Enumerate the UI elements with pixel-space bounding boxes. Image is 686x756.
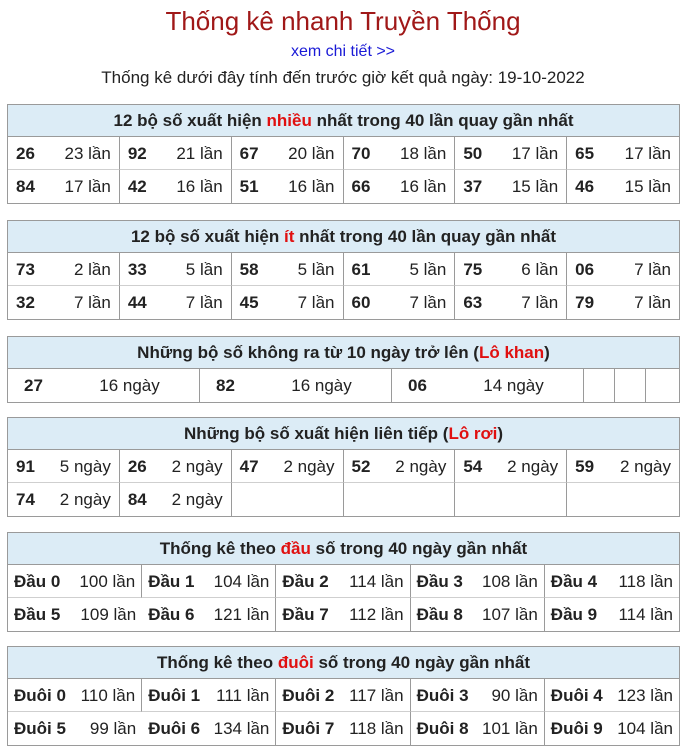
stat-cell <box>344 286 456 319</box>
dau-title <box>8 533 679 565</box>
stat-count: 16 lần <box>176 177 223 196</box>
stat-number: Đuôi 7 <box>282 719 335 738</box>
stat-number: 65 <box>575 144 595 163</box>
stat-count: 117 lần <box>349 686 404 705</box>
stat-count: 107 lần <box>482 605 538 624</box>
stat-number: 84 <box>127 490 147 509</box>
stat-count: 112 lần <box>349 605 404 624</box>
dau-section <box>7 532 680 632</box>
stat-number: 54 <box>463 457 483 476</box>
stat-number: 79 <box>575 293 595 312</box>
stat-count: 16 lần <box>400 177 447 196</box>
stat-count: 2 ngày <box>507 457 559 476</box>
stat-count: 7 lần <box>297 293 335 312</box>
stat-number: 70 <box>351 144 371 163</box>
duoi-grid <box>8 679 679 745</box>
title-part: Những bộ số không ra từ 10 ngày trở lên ( <box>137 343 479 362</box>
stat-count: 2 ngày <box>171 490 223 509</box>
duoi-title <box>8 647 679 679</box>
stat-cell <box>8 679 142 712</box>
stat-number: 32 <box>16 293 35 312</box>
stat-number: Đuôi 6 <box>148 719 201 738</box>
stat-cell <box>455 483 567 516</box>
stat-cell <box>142 598 276 631</box>
stat-number: 27 <box>24 376 43 395</box>
stat-count: 7 lần <box>521 293 559 312</box>
stat-count: 2 lần <box>73 260 111 279</box>
stat-cell <box>455 286 567 319</box>
stat-cell <box>232 253 344 286</box>
stat-number: 47 <box>239 457 259 476</box>
stat-cell <box>276 565 410 598</box>
stat-count: 21 lần <box>176 144 223 163</box>
stat-count: 2 ngày <box>171 457 223 476</box>
stat-count: 7 lần <box>409 293 447 312</box>
stat-count: 100 lần <box>79 572 136 591</box>
stat-cell <box>455 170 567 203</box>
stat-number: Đầu 9 <box>550 605 598 624</box>
stat-count: 118 lần <box>618 572 673 591</box>
stat-number: 06 <box>575 260 595 279</box>
lo-roi-grid <box>8 450 679 516</box>
stat-count: 118 lần <box>349 719 404 738</box>
stat-count: 5 lần <box>409 260 447 279</box>
stat-cell <box>392 369 584 402</box>
stat-number: 73 <box>16 260 35 279</box>
stat-cell <box>200 369 392 402</box>
most-frequent-section <box>7 104 680 204</box>
stat-count: 7 lần <box>185 293 223 312</box>
stat-count: 17 lần <box>624 144 671 163</box>
stat-number: Đuôi 0 <box>14 686 66 705</box>
title-part: ) <box>497 424 504 443</box>
stat-cell <box>584 369 615 402</box>
title-part: Thống kê theo <box>156 653 278 672</box>
stat-cell <box>120 137 232 170</box>
stat-number: 59 <box>575 457 595 476</box>
stat-number: Đuôi 8 <box>416 719 469 738</box>
stat-number: Đuôi 5 <box>14 719 66 738</box>
stat-count: 111 lần <box>216 686 270 705</box>
stat-count: 15 lần <box>511 177 559 196</box>
stat-number: 52 <box>351 457 371 476</box>
stat-number: Đầu 3 <box>416 572 463 591</box>
stat-number: 74 <box>16 490 35 509</box>
stat-number: 61 <box>351 260 371 279</box>
stat-cell <box>232 137 344 170</box>
stat-count: 99 lần <box>89 719 137 738</box>
stat-count: 121 lần <box>213 605 270 624</box>
least-frequent-section <box>7 220 680 320</box>
stat-number: Đuôi 9 <box>550 719 603 738</box>
stat-cell <box>8 712 142 745</box>
stat-cell <box>8 450 120 483</box>
stat-number: 82 <box>216 376 235 395</box>
stat-cell <box>567 286 679 319</box>
stat-cell <box>120 286 232 319</box>
stat-cell <box>232 483 344 516</box>
stat-cell <box>8 565 142 598</box>
stat-number: Đầu 5 <box>14 605 61 624</box>
stat-cell <box>455 253 567 286</box>
stat-count: 2 ngày <box>619 457 671 476</box>
stat-cell <box>545 679 679 712</box>
stat-cell <box>455 450 567 483</box>
stat-number: Đuôi 3 <box>416 686 469 705</box>
stat-number: 92 <box>127 144 147 163</box>
stat-number: Đầu 8 <box>416 605 463 624</box>
stat-cell <box>232 286 344 319</box>
stat-cell <box>344 253 456 286</box>
stat-number: 84 <box>16 177 35 196</box>
dau-grid <box>8 565 679 631</box>
stat-number: 45 <box>239 293 259 312</box>
stat-cell <box>8 286 120 319</box>
title-part: 12 bộ số xuất hiện <box>113 111 267 130</box>
stat-count: 15 lần <box>624 177 671 196</box>
stat-cell <box>411 712 545 745</box>
stat-cell <box>411 598 545 631</box>
least-frequent-title <box>8 221 679 253</box>
stat-cell <box>120 170 232 203</box>
stat-number: 63 <box>463 293 483 312</box>
lo-khan-title <box>8 337 679 369</box>
stat-count: 16 ngày <box>291 376 352 395</box>
view-detail-link[interactable]: xem chi tiết >> <box>290 43 396 60</box>
lo-khan-grid <box>8 369 679 402</box>
stat-cell <box>276 598 410 631</box>
title-part: nhất trong 40 lần quay gần nhất <box>294 227 557 246</box>
title-part: Những bộ số xuất hiện liên tiếp ( <box>183 424 449 443</box>
title-part: 12 bộ số xuất hiện <box>130 227 284 246</box>
most-frequent-title <box>8 105 679 137</box>
stat-number: 44 <box>127 293 147 312</box>
title-highlight: Lô rơi <box>448 424 498 443</box>
stat-cell <box>276 679 410 712</box>
stat-number: Đuôi 4 <box>550 686 603 705</box>
stat-cell <box>120 483 232 516</box>
stat-cell <box>232 170 344 203</box>
stat-count: 20 lần <box>288 144 335 163</box>
stat-count: 134 lần <box>213 719 270 738</box>
stat-cell <box>344 137 456 170</box>
stat-count: 110 lần <box>80 686 136 705</box>
title-part: số trong 40 ngày gần nhất <box>310 539 528 558</box>
stat-number: 26 <box>127 457 147 476</box>
stat-count: 109 lần <box>80 605 137 624</box>
stat-cell <box>344 483 456 516</box>
stat-count: 16 lần <box>288 177 335 196</box>
stat-count: 7 lần <box>634 260 671 279</box>
stat-cell <box>8 137 120 170</box>
stat-count: 23 lần <box>64 144 111 163</box>
stat-number: Đầu 4 <box>550 572 598 591</box>
stat-cell <box>411 565 545 598</box>
stat-cell <box>344 450 456 483</box>
stat-count: 17 lần <box>64 177 111 196</box>
stat-count: 108 lần <box>482 572 538 591</box>
stat-cell <box>567 253 679 286</box>
stat-number: 50 <box>463 144 483 163</box>
stat-cell <box>120 253 232 286</box>
stat-number: 46 <box>575 177 595 196</box>
stat-number: Đầu 0 <box>14 572 61 591</box>
stat-number: 60 <box>351 293 371 312</box>
stat-cell <box>8 483 120 516</box>
stat-cell <box>232 450 344 483</box>
title-highlight: ít <box>284 227 295 246</box>
stat-number: Đầu 1 <box>148 572 195 591</box>
stat-number: 75 <box>463 260 483 279</box>
stat-cell <box>567 137 679 170</box>
stat-count: 104 lần <box>213 572 270 591</box>
stat-cell <box>8 598 142 631</box>
page-subtitle: Thống kê dưới đây tính đến trước giờ kết quả ngày: 19-10-2022 <box>101 68 585 87</box>
stat-cell <box>276 712 410 745</box>
stat-number: 33 <box>127 260 147 279</box>
title-highlight: đuôi <box>277 653 314 672</box>
title-part: số trong 40 ngày gần nhất <box>313 653 531 672</box>
stat-number: 26 <box>16 144 35 163</box>
stat-cell <box>142 565 276 598</box>
stat-count: 123 lần <box>617 686 673 705</box>
stat-cell <box>8 170 120 203</box>
stat-count: 114 lần <box>349 572 404 591</box>
stat-cell <box>545 598 679 631</box>
stat-number: Đầu 6 <box>148 605 195 624</box>
duoi-section <box>7 646 680 746</box>
stat-cell <box>8 369 200 402</box>
stat-number: 06 <box>408 376 427 395</box>
stat-number: 42 <box>127 177 147 196</box>
stat-count: 5 lần <box>297 260 335 279</box>
stat-number: 58 <box>239 260 259 279</box>
stat-count: 5 ngày <box>59 457 111 476</box>
stat-count: 7 lần <box>634 293 671 312</box>
stat-cell <box>545 712 679 745</box>
stat-count: 14 ngày <box>483 376 544 395</box>
title-highlight: nhiều <box>266 111 312 130</box>
stat-number: Đầu 7 <box>282 605 329 624</box>
stat-number: Đầu 2 <box>282 572 329 591</box>
stat-cell <box>8 253 120 286</box>
stat-number: 66 <box>351 177 371 196</box>
title-highlight: đầu <box>280 539 311 558</box>
page-title: Thống kê nhanh Truyền Thống <box>165 6 521 36</box>
stat-count: 90 lần <box>491 686 538 705</box>
stat-number: 37 <box>463 177 483 196</box>
stat-count: 101 lần <box>482 719 538 738</box>
stat-cell <box>142 679 276 712</box>
lo-roi-section <box>7 417 680 517</box>
title-part: Thống kê theo <box>159 539 281 558</box>
stat-count: 114 lần <box>618 605 673 624</box>
stat-count: 7 lần <box>73 293 111 312</box>
stat-cell <box>344 170 456 203</box>
stat-cell <box>567 170 679 203</box>
stat-cell <box>142 712 276 745</box>
lo-roi-title <box>8 418 679 450</box>
stat-number: Đuôi 2 <box>282 686 335 705</box>
stat-count: 104 lần <box>617 719 673 738</box>
stat-count: 2 ngày <box>283 457 335 476</box>
stat-number: 51 <box>239 177 259 196</box>
least-frequent-grid <box>8 253 679 319</box>
stat-count: 16 ngày <box>99 376 160 395</box>
stat-count: 2 ngày <box>395 457 447 476</box>
stat-cell <box>646 369 679 402</box>
stat-count: 5 lần <box>185 260 223 279</box>
stat-cell <box>455 137 567 170</box>
stat-cell <box>567 450 679 483</box>
stat-cell <box>567 483 679 516</box>
stat-cell <box>120 450 232 483</box>
stat-count: 6 lần <box>521 260 559 279</box>
title-part: ) <box>544 343 550 362</box>
stat-number: 67 <box>239 144 259 163</box>
stat-count: 17 lần <box>511 144 559 163</box>
stat-cell <box>545 565 679 598</box>
stat-cell <box>615 369 646 402</box>
stat-number: Đuôi 1 <box>148 686 201 705</box>
title-highlight: Lô khan <box>478 343 545 362</box>
lo-khan-section <box>7 336 680 403</box>
stat-number: 91 <box>16 457 35 476</box>
stat-count: 18 lần <box>400 144 447 163</box>
most-frequent-grid <box>8 137 679 203</box>
title-part: nhất trong 40 lần quay gần nhất <box>311 111 574 130</box>
stat-cell <box>411 679 545 712</box>
stat-count: 2 ngày <box>59 490 111 509</box>
